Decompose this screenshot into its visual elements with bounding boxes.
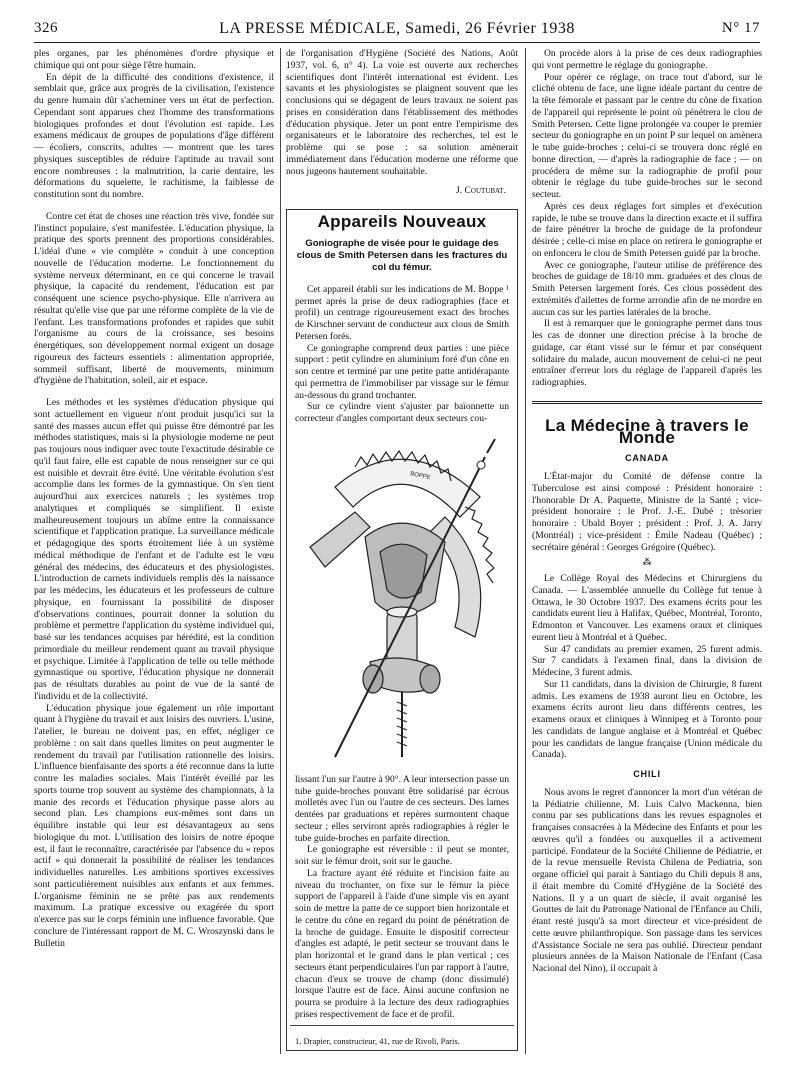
paragraph: Sur 47 candidats au premier examen, 25 furent admis. Sur 7 candidats à l'examen final, dans la division de Médecine, 3 furent admis. [532, 643, 762, 678]
paragraph: L'éducation physique joue également un rôle important quant à l'hygiène du travail et aux loisirs des ouvriers. L'usine, l'atelier, le bureau ne doivent pas, en effet, négliger ce problème : on sait dans quelles limites on peut augmenter le rendement du travail par l'utilisation rationnelle des loisirs. L'influence bienfaisante des sports a été reconnue dans la lutte contre les maladies sociales. Mais l'intérêt éveillé par les sports tourne trop souvent au système des championnats, à la manie des records et l'éducation physique passe alors au second plan. Les champions eux-mêmes sont dans un équilibre instable qui leur est désavantageux au sens biologique du mot. L'utilisation des loisirs de notre époque est, il faut le reconnaître, caractérisée par l'absence du « repos actif » qui donnerait la possibilité de réaliser les tendances individuelles naturelles. Les ambitions sportives excessives sont particulièrement nuisibles aux enfants et aux femmes. L'organisme féminin ne se prête pas aux rendements maximum. La pratique excessive ou exagérée du sport n'exerce pas sur le corps féminin une influence favorable. Que conclure de l'intéressant rapport de M. C. Wroszynski dans le Bulletin [34, 702, 274, 949]
goniograph-illustration [295, 427, 509, 772]
footnote: 1. Drapier, constructeur, 41, rue de Rivoli, Paris. [295, 1036, 460, 1046]
paragraph: ples organes, par les phénomènes d'ordre physique et chimique qui ont pour siège l'être humain. [34, 48, 274, 71]
paragraph: Il est à remarquer que le goniographe permet dans tous les cas de donner une direction précise à la broche de guidage, car étant vissé sur le fémur et par conséquent solidaire du malade, aucun mouvement de celui-ci ne peut entraîner d'erreur lors du réglage de l'appareil d'après les radiographies. [532, 318, 762, 388]
paragraph: Après ces deux réglages fort simples et d'exécution rapide, le tube se trouve dans la direction exacte et il suffira de faire pénétrer la broche de guidage de la profondeur désirée ; celle-ci mise en place on retirera le goniographe et on enfoncera le clou de Smith Petersen guidé par la broche. [532, 200, 762, 259]
article-title: Goniographe de visée pour le guidage des clous de Smith Petersen dans les fractures du col du fémur. [296, 237, 508, 273]
appareils-nouveaux-box [286, 209, 518, 1051]
column-1 [34, 48, 274, 949]
footnote-rule [290, 1025, 514, 1026]
paragraph: Nous avons le regret d'annoncer la mort d'un vétéran de la Pédiatrie chilienne, M. Luis Calvo Mackenna, bien connu par ses publications dans les revues espagnoles et françaises consacrées à la Médecine des Enfants et pour les œuvres qu'il a fondées ou auxquelles il a activement participé. Fondateur de la Société Chilienne de Pédiatrie, et de la revue mensuelle Revista Chilena de Pediatria, son organe officiel qui parait à Santiago du Chili depuis 8 ans, il était membre du Comité d'Hygiène de la Société des Nations. Il y a un quart de siècle, il avait organisé les Gouttes de lait du Patronage National de l'Enfance au Chili, étant resté jusqu'à sa mort directeur et vice-président de cette œuvre philanthropique. Son passage dans les services d'Assistance Sociale ne sera pas oublié. Directeur pendant plusieurs années de la Maison Nationale de l'Enfant (Casa Nacional del Nino), il occupait à [532, 786, 762, 974]
header-rule [34, 42, 760, 43]
country-heading-canada: CANADA [625, 453, 669, 464]
paragraph: Le goniographe est réversible : il peut se monter, soit sur le fémur droit, soit sur le gauche. [295, 844, 509, 867]
issue-number: N° 17 [721, 20, 760, 36]
section-title: Appareils Nouveaux [317, 212, 487, 231]
column-3 [532, 48, 762, 975]
country-heading-chili: CHILI [633, 769, 661, 779]
paragraph: de l'organisation d'Hygiène (Société des Nations, Août 1937, vol. 6, n° 4). La voie est ouverte aux recherches scientifiques dont l'intérêt international est évident. Les savants et les physiologistes se plaignent souvent que les conclusions qui se dégagent de leurs travaux ne soient pas prises en considération dans l'établissement des méthodes d'éducation physique. Jeter un pont entre l'empirisme des organisateurs et le laboratoire des recherches, tel est le problème qui se pose : sa solution amènerait immédiatement dans l'éducation moderne une réforme que nous jugeons hautement souhaitable. [286, 48, 518, 177]
paragraph: Le Collège Royal des Médecins et Chirurgiens du Canada. — L'assemblée annuelle du Collège fut tenue à Ottawa, le 30 Octobre 1937. Des examens écrits pour les candidats eurent lieu à Halifax, Québec, Montréal, Toronto, Edmonton et Vancouver. Les examens oraux et cliniques eurent lieu à Montréal et à Québec. [532, 573, 762, 643]
paragraph: Sur 11 candidats, dans la division de Chirurgie, 8 furent admis. Les examens de 1938 auront lieu en Octobre, les examens écrits auront lieu dans différents centres, les examens oraux et cliniques à Winnipeg et à Toronto pour les candidats de langue anglaise et à Montréal et Québec pour les candidats de langue française (Union médicale du Canada). [532, 678, 762, 761]
goniograph-drawing [295, 427, 509, 772]
paragraph: lissant l'un sur l'autre à 90°. A leur intersection passe un tube guide-broches pouvant être solidarisé par écrous molletés avec l'un ou l'autre de ces secteurs. Des lames dentées par graduations et repères surmontent chaque secteur ; elles serviront après radiographies à régler le tube guide-broches en parfaite direction. [295, 773, 509, 844]
section-rule [532, 401, 762, 404]
page-header [34, 20, 760, 42]
paragraph: La fracture ayant été réduite et l'incision faite au niveau du trochanter, on fixe sur le fémur la pièce support de l'appareil à l'aide d'une simple vis en ayant soin de mettre la patte de ce support bien horizontale et le centre du cône en regard du point de pénétration de la broche de guidage. Ensuite le dispositif correcteur d'angles est adapté, le petit secteur se trouvant dans le plan horizontal et le grand dans le plan vertical ; ces secteurs étant perpendiculaires l'un par rapport à l'autre, chacun d'eux se trouve de champ (donc dissimulé) lorsque l'autre est de face. Ainsi aucune confusion ne pourra se produire à la lecture des deux radiographies prises respectivement de face et de profil. [295, 867, 509, 1020]
paragraph: Les méthodes et les systèmes d'éducation physique qui sont actuellement en vigueur n'ont produit jusqu'ici sur la santé des masses aucun effet qui puisse être démontré par les méthodes statistiques, mais si la physiologie moderne ne peut pas toujours nous indiquer avec toute l'exactitude désirable ce qu'il faut faire, elle est capable de nous renseigner sur ce qui est nuisible et devrait être évité. Une véritable évolution s'est accomplie dans les formes de la gymnastique. On s'en tient aujourd'hui aux exercices naturels ; les systèmes trop analytiques et compliqués se simplifient. Il existe malheureusement toujours un abîme entre la connaissance scientifique et l'application pratique. La surveillance médicale et pédagogique des sports étroitement liée à un système médical méthodique de l'enfant et de l'adulte est le vœu général des médecins, des éducateurs et des physiologistes. L'introduction de carnets individuels remplis dès la naissance par les médecins, les éducateurs et les professeurs de culture physique, en fournissant la possibilité de disposer d'observations continues, pourrait donner la solution du problème et permettre l'application du système individuel qui, basé sur les tendances acquises par hérédité, est la condition primordiale du meilleur rendement quant au travail physique et psychique. Limitée à l'application de telle ou telle méthode gymnastique ou sportive, l'éducation physique ne donnerait pas de résultats durables au point de vue de la santé de l'individu et de la collectivité. [34, 397, 274, 702]
column-divider [280, 48, 281, 1054]
paragraph: Cet appareil établi sur les indications de M. Boppe ¹ permet après la prise de deux radiographies (face et profil) un centrage rigoureusement exact des broches de Kirschner servant de conducteur aux clous de Smith Petersen forés. [295, 283, 509, 342]
section-title: La Médecine à travers le Monde [545, 415, 749, 447]
column-2 [286, 48, 518, 1051]
page-number: 326 [34, 20, 58, 36]
paragraph: En dépit de la difficulté des conditions d'existence, il semblait que, grâce aux progrès de la civilisation, l'existence du genre humain dût s'acheminer vers un état de perfection. Cependant sont apparues chez l'homme des transformations biologiques profondes et dont l'évolution est rapide. Les examens médicaux de groupes de populations d'âge différent — écoliers, conscrits, adultes — montrent que les tares physiques susceptibles de réduire l'aptitude au travail sont encore nombreuses : la malnutrition, la carie dentaire, les déformations du squelette, le rachitisme, la faiblesse de constitution sont du nombre. [34, 71, 274, 200]
column-divider [525, 48, 526, 1054]
paragraph: Sur ce cylindre vient s'ajuster par baïonnette un correcteur d'angles comportant deux secteurs cou- [295, 401, 509, 424]
paragraph: Contre cet état de choses une réaction très vive, fondée sur l'instinct populaire, s'est manifestée. L'éducation physique, la pratique des sports prennent des proportions considérables. L'idéal d'une « vie complète » conduit à une conception nouvelle de l'éducation moderne. Le fonctionnement du système nerveux déterminant, en ce qui concerne le travail physique, la capacité du rendement, l'éducation est par conséquent une science psycho-physique. Elle n'arrivera au résultat qu'elle vise que par une réforme complète de la vie de l'enfant. Les transformations profondes et rapides que subit l'organisme au cours de la croissance, ses besoins énergétiques, son développement normal exigent un dosage rigoureux des facteurs essentiels : alimentation appropriée, sommeil suffisant, liberté de mouvements, minimum d'hygiène de l'habitation, soleil, air et espace. [34, 210, 274, 387]
author-signature: J. Coutubat. [456, 185, 506, 197]
paragraph: On procède alors à la prise de ces deux radiographies qui vont permettre le réglage du goniographe. [532, 48, 762, 71]
paragraph: Avec ce goniographe, l'auteur utilise de préférence des broches de guidage de 18/10 mm. graduées et des clous de Smith Petersen largement forés. Ces clous possèdent des extrémités d'ailettes de forme arrondie afin de ne mordre en aucun cas sur les parties latérales de la broche. [532, 259, 762, 318]
paragraph: Pour opérer ce réglage, on trace tout d'abord, sur le cliché obtenu de face, une ligne idéale partant du centre de la tête fémorale et passant par le centre du cône de fixation de l'appareil qui représente le point où pénétrera le clou de Smith Petersen. Cette ligne prolongée va couper le premier secteur du goniographe en un point P sur lequel on amènera le tube guide-broches ; celui-ci se trouvera donc réglé en bonne direction, — d'après la radiographie de face ; — on procédera de même sur la radiographie de profil pour obtenir le réglage du tube guide-broches sur le second secteur. [532, 71, 762, 200]
journal-title: LA PRESSE MÉDICALE, Samedi, 26 Février 1938 [219, 20, 575, 37]
figure-engraving: BOPPE [409, 470, 432, 482]
paragraph: Ce goniographe comprend deux parties : une pièce support : petit cylindre en aluminium foré d'un cône en son centre et terminé par une petite patte antidérapante qui permettra de l'immobiliser par vissage sur le fémur au-dessous du grand trochanter. [295, 342, 509, 401]
paragraph: L'État-major du Comité de défense contre la Tuberculose est ainsi composé : Président honoraire : l'honorable Dr A. Paquette, Ministre de la Santé ; vice-président honoraire : le Prof. J.-E. Dubé ; trésorier honoraire : Ubald Boyer ; président : Prof. J. A. Jarry (Montréal) ; vice-président : Émile Nadeau (Québec) ; secrétaire général : Georges Grégoire (Québec). [532, 471, 762, 553]
separator-stars: ⁂ [642, 557, 652, 568]
